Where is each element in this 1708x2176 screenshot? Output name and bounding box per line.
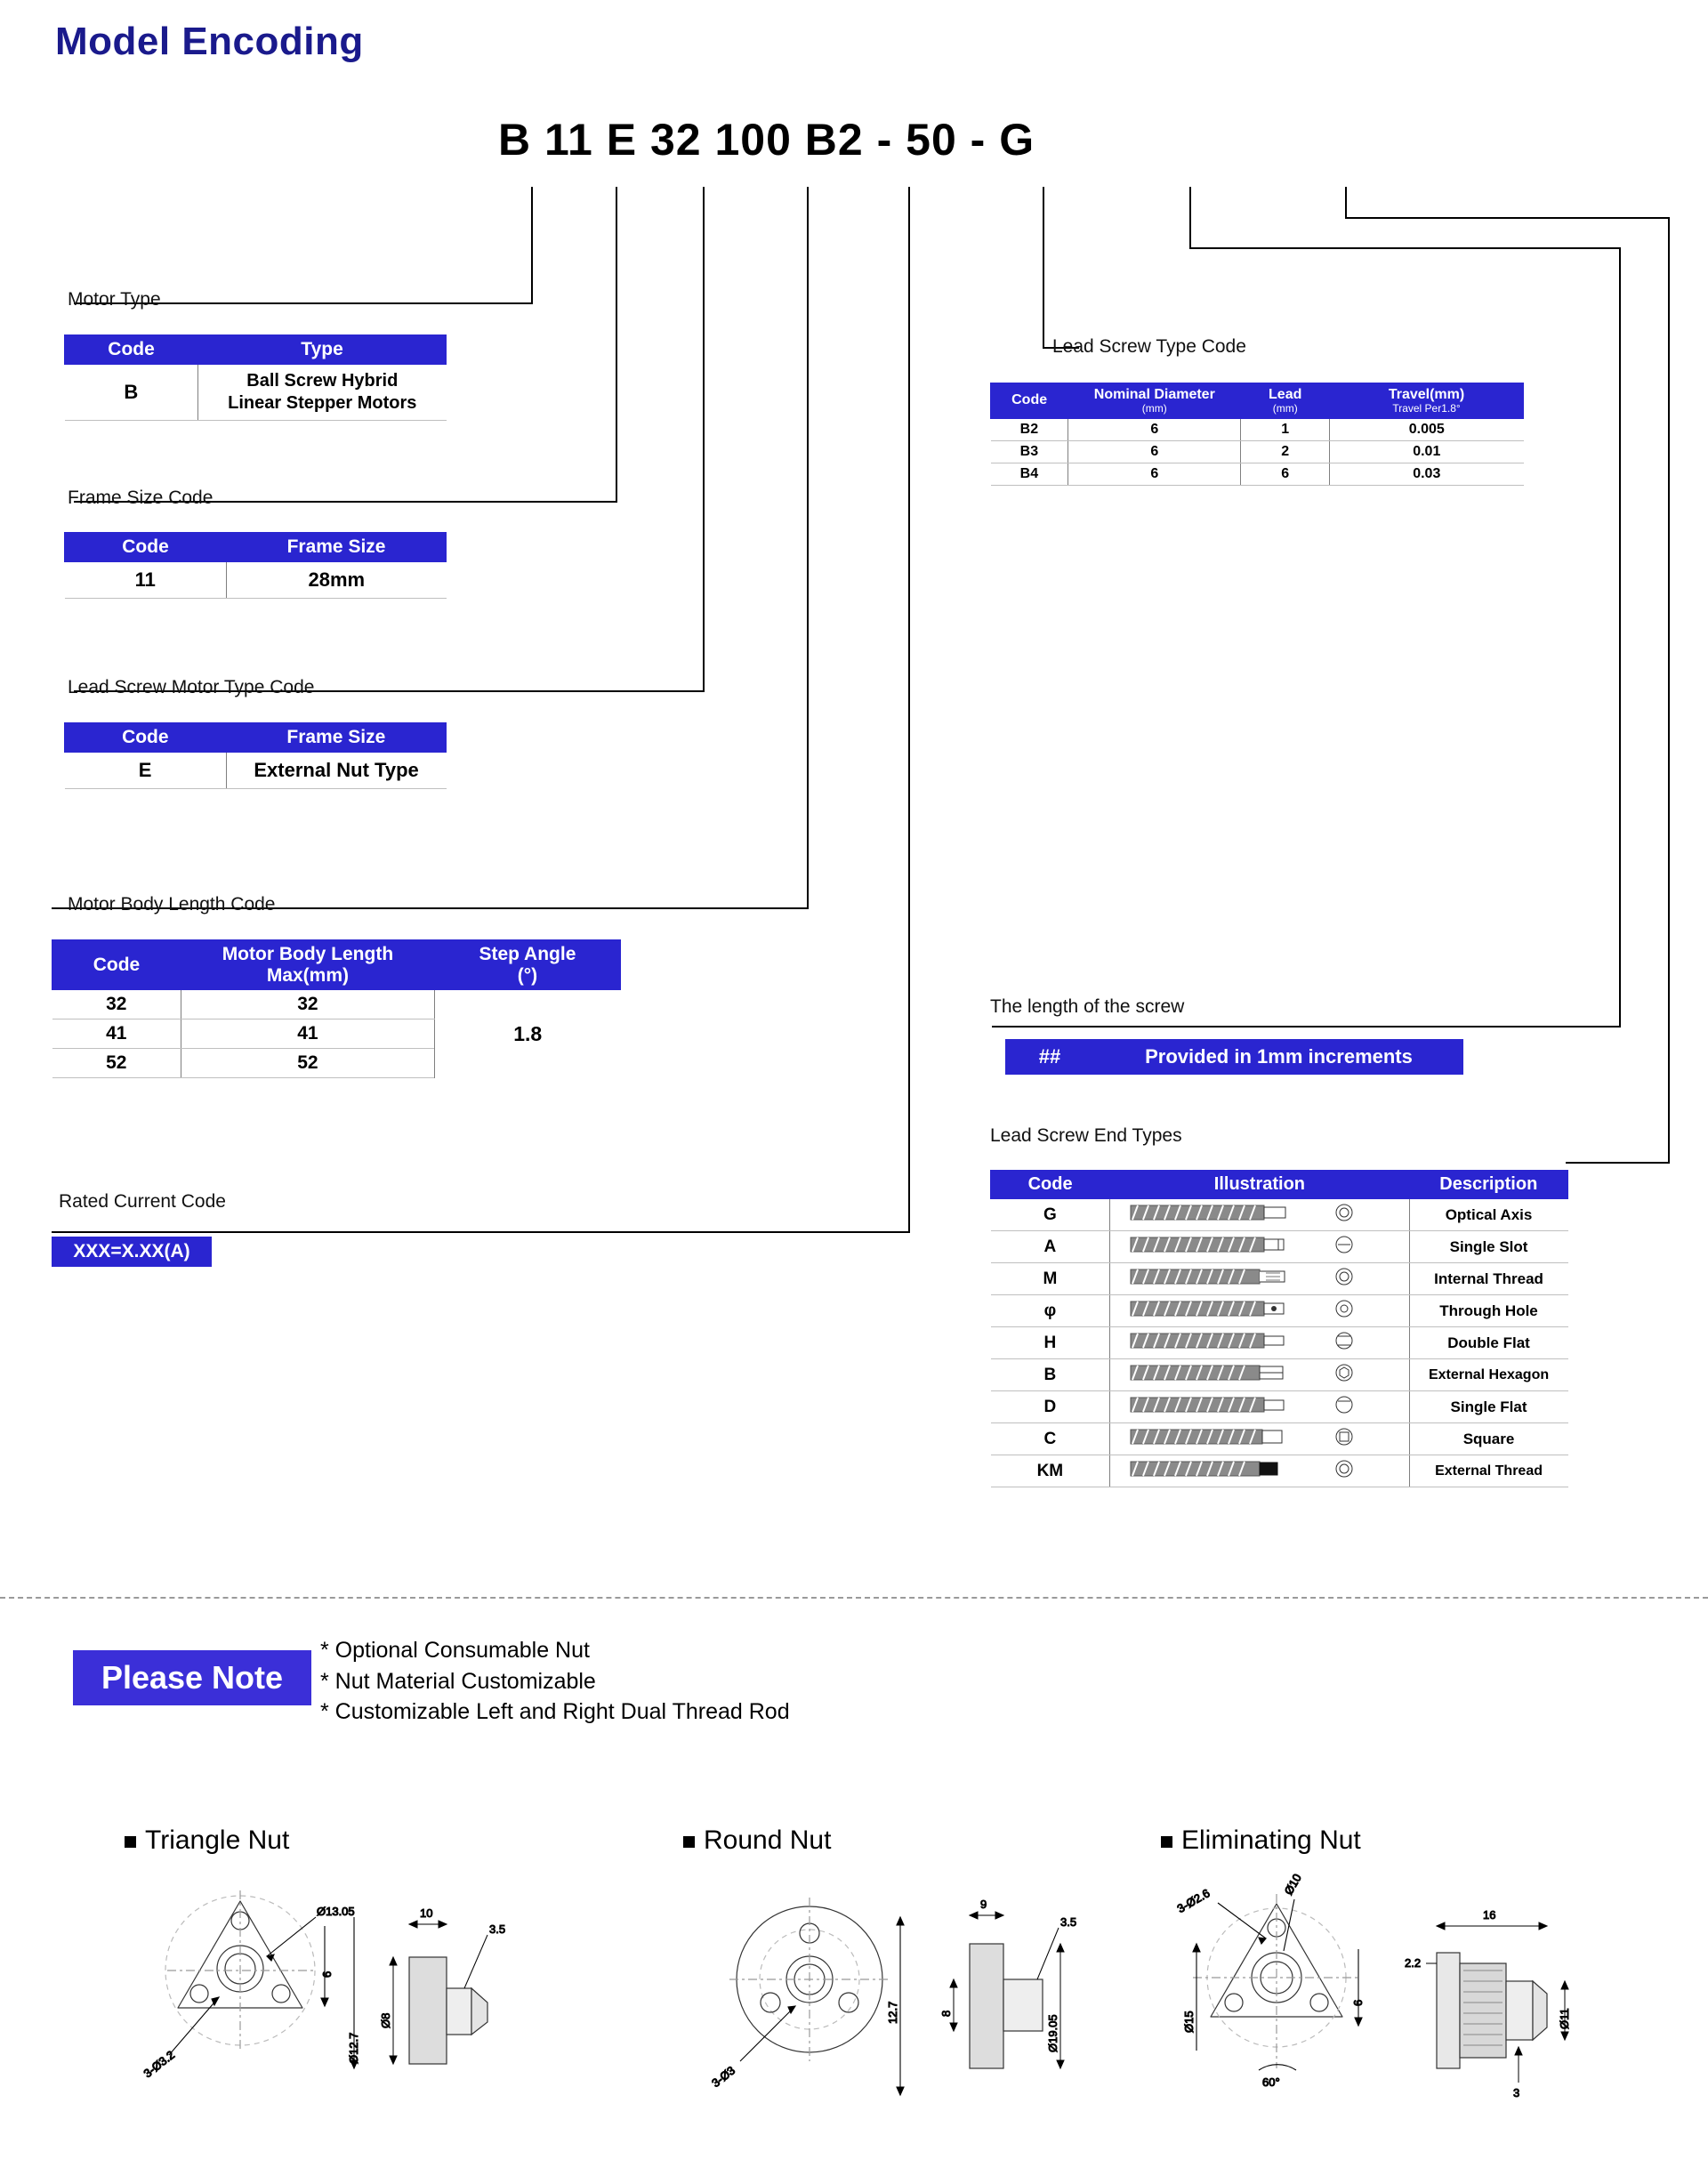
ls-type-th-code: Code: [991, 383, 1068, 419]
end-type-illustration-6: [1110, 1391, 1409, 1423]
svg-text:Ø12.7: Ø12.7: [347, 2032, 360, 2064]
screw-length-badge: [1005, 1039, 1463, 1075]
body-length-value-2: 41: [181, 1019, 434, 1049]
svg-text:Ø11: Ø11: [1558, 2008, 1571, 2029]
screw-single-flat-icon: [1122, 1393, 1398, 1416]
svg-text:3-Ø2.6: 3-Ø2.6: [1174, 1886, 1213, 1916]
section-divider: [0, 1597, 1708, 1599]
leader-frame-size-v: [616, 187, 617, 501]
svg-text:3-Ø3.2: 3-Ø3.2: [141, 2048, 178, 2081]
ls-type-th-lead-unit: (mm): [1272, 402, 1298, 415]
body-length-th-angle-l1: Step Angle: [479, 944, 576, 964]
end-types-th-code: Code: [991, 1171, 1110, 1199]
screw-external-hexagon-icon: [1122, 1361, 1398, 1384]
svg-text:60°: 60°: [1262, 2075, 1280, 2089]
please-note-list: [320, 1635, 790, 1728]
note-item-2: * Customizable Left and Right Dual Thread Rod: [320, 1699, 790, 1724]
eliminating-nut-heading: [1161, 1825, 1361, 1856]
leader-end-type-v1: [1345, 187, 1347, 217]
screw-through-hole-icon: [1122, 1297, 1398, 1320]
leader-body-length-v: [807, 187, 809, 907]
ls-type-th-diam: [1068, 383, 1241, 419]
end-type-code-4: H: [991, 1327, 1110, 1359]
ls-motor-type-th-code: Code: [65, 723, 227, 753]
ls-type-travel-1: 0.005: [1330, 418, 1524, 440]
table-row: [991, 1199, 1568, 1231]
ls-type-th-diam-unit: (mm): [1141, 402, 1167, 415]
end-type-desc-6: Single Flat: [1409, 1391, 1567, 1423]
ls-type-th-travel-label: Travel(mm): [1388, 387, 1465, 402]
ls-type-caption: Lead Screw Type Code: [1052, 336, 1246, 357]
table-row: [991, 1391, 1568, 1423]
end-types-th-desc: Description: [1409, 1171, 1567, 1199]
leader-screw-length-v2: [1619, 247, 1621, 1026]
body-length-th-length-l2: Max(mm): [266, 964, 350, 986]
screw-optical-axis-icon: [1122, 1201, 1398, 1224]
ls-type-diam-3: 6: [1068, 463, 1241, 485]
triangle-nut-heading: [125, 1825, 289, 1856]
screw-length-badge-code: ##: [1038, 1045, 1061, 1068]
bullet-square-icon: [125, 1836, 136, 1848]
end-type-code-3: φ: [991, 1295, 1110, 1327]
model-code-string: B 11 E 32 100 B2 - 50 - G: [498, 115, 1035, 165]
frame-size-table: [64, 532, 447, 599]
ls-type-table: [990, 383, 1524, 486]
body-length-th-angle: [434, 940, 620, 990]
note-item-0: * Optional Consumable Nut: [320, 1638, 590, 1663]
frame-size-code: 11: [65, 562, 227, 599]
ls-motor-type-code: E: [65, 753, 227, 789]
leader-screw-length-v1: [1189, 187, 1191, 247]
ls-motor-type-table: [64, 722, 447, 789]
body-length-value-1: 32: [181, 990, 434, 1019]
svg-text:3-Ø3: 3-Ø3: [709, 2063, 738, 2091]
leader-rated-current-v: [908, 187, 910, 1231]
end-type-desc-5: External Hexagon: [1409, 1359, 1567, 1391]
table-row: [991, 440, 1524, 463]
table-row: [991, 1231, 1568, 1263]
table-row: [991, 1455, 1568, 1487]
frame-size-value: 28mm: [227, 562, 447, 599]
screw-double-flat-icon: [1122, 1329, 1398, 1352]
motor-type-th-type: Type: [198, 335, 447, 365]
end-type-illustration-7: [1110, 1423, 1409, 1455]
end-type-desc-7: Square: [1409, 1423, 1567, 1455]
ls-type-th-lead-label: Lead: [1269, 387, 1302, 402]
svg-text:6: 6: [320, 1970, 334, 1978]
ls-type-th-diam-label: Nominal Diameter: [1093, 387, 1215, 402]
ls-motor-type-value: External Nut Type: [226, 753, 446, 789]
motor-type-code: B: [65, 365, 198, 421]
motor-type-caption: Motor Type: [68, 289, 161, 310]
ls-type-code-3: B4: [991, 463, 1068, 485]
screw-single-slot-icon: [1122, 1233, 1398, 1256]
table-row: [991, 418, 1524, 440]
note-item-1: * Nut Material Customizable: [320, 1668, 596, 1694]
ls-type-travel-3: 0.03: [1330, 463, 1524, 485]
table-row: [991, 463, 1524, 485]
leader-motor-type-v: [531, 187, 533, 302]
screw-square-icon: [1122, 1425, 1398, 1448]
eliminating-nut-title: Eliminating Nut: [1181, 1825, 1361, 1855]
motor-type-value: [198, 365, 447, 421]
rated-current-badge: XXX=X.XX(A): [52, 1237, 212, 1267]
body-length-code-2: 41: [52, 1019, 181, 1049]
leader-end-type-h1: [1345, 217, 1670, 219]
end-type-illustration-4: [1110, 1327, 1409, 1359]
ls-type-code-1: B2: [991, 418, 1068, 440]
end-types-caption: Lead Screw End Types: [990, 1125, 1182, 1146]
ls-motor-type-th-size: Frame Size: [226, 723, 446, 753]
end-type-desc-2: Internal Thread: [1409, 1263, 1567, 1295]
ls-type-travel-2: 0.01: [1330, 440, 1524, 463]
end-type-illustration-0: [1110, 1199, 1409, 1231]
svg-text:16: 16: [1483, 1908, 1496, 1922]
please-note-badge: Please Note: [73, 1650, 311, 1705]
body-length-code-3: 52: [52, 1049, 181, 1078]
ls-type-th-travel-unit: Travel Per1.8°: [1392, 402, 1461, 415]
table-row: [991, 1295, 1568, 1327]
end-type-code-2: M: [991, 1263, 1110, 1295]
leader-rated-current-h: [52, 1231, 910, 1233]
motor-type-value-line2: Linear Stepper Motors: [228, 393, 417, 413]
ls-motor-type-caption: Lead Screw Motor Type Code: [68, 677, 315, 697]
screw-length-badge-text: Provided in 1mm increments: [1145, 1045, 1413, 1068]
bullet-square-icon: [683, 1836, 695, 1848]
ls-type-diam-1: 6: [1068, 418, 1241, 440]
leader-ls-motor-type-v: [703, 187, 705, 690]
body-length-value-3: 52: [181, 1049, 434, 1078]
svg-text:Ø10: Ø10: [1281, 1871, 1304, 1898]
ls-type-lead-3: 6: [1241, 463, 1330, 485]
svg-text:12.7: 12.7: [886, 2001, 899, 2024]
end-type-illustration-1: [1110, 1231, 1409, 1263]
frame-size-th-size: Frame Size: [227, 533, 447, 562]
end-type-desc-4: Double Flat: [1409, 1327, 1567, 1359]
body-length-th-length-l1: Motor Body Length: [222, 944, 394, 964]
end-type-desc-0: Optical Axis: [1409, 1199, 1567, 1231]
body-length-th-angle-l2: (°): [517, 964, 538, 986]
svg-text:9: 9: [980, 1898, 987, 1911]
motor-type-value-line1: Ball Screw Hybrid: [246, 371, 399, 391]
end-type-code-1: A: [991, 1231, 1110, 1263]
table-row: [991, 1327, 1568, 1359]
end-types-th-illus: Illustration: [1110, 1171, 1409, 1199]
triangle-nut-title: Triangle Nut: [145, 1825, 290, 1855]
screw-external-thread-icon: [1122, 1457, 1398, 1480]
ls-type-diam-2: 6: [1068, 440, 1241, 463]
svg-text:Ø8: Ø8: [379, 2012, 392, 2028]
ls-type-code-2: B3: [991, 440, 1068, 463]
end-type-code-7: C: [991, 1423, 1110, 1455]
end-type-illustration-2: [1110, 1263, 1409, 1295]
round-nut-drawing: [703, 1864, 1121, 2122]
svg-text:8: 8: [939, 2010, 953, 2017]
ls-type-lead-1: 1: [1241, 418, 1330, 440]
round-nut-heading: [683, 1825, 831, 1856]
leader-screw-length-h2: [992, 1026, 1621, 1028]
round-nut-title: Round Nut: [704, 1825, 832, 1855]
page-title: Model Encoding: [55, 20, 364, 63]
end-type-desc-3: Through Hole: [1409, 1295, 1567, 1327]
body-length-code-1: 32: [52, 990, 181, 1019]
end-type-illustration-8: [1110, 1455, 1409, 1487]
screw-internal-thread-icon: [1122, 1265, 1398, 1288]
table-row: [991, 1423, 1568, 1455]
leader-end-type-h2: [1566, 1162, 1670, 1164]
end-type-code-8: KM: [991, 1455, 1110, 1487]
svg-text:3: 3: [1513, 2086, 1520, 2099]
svg-text:6: 6: [1351, 1999, 1365, 2006]
svg-text:3.5: 3.5: [489, 1922, 506, 1936]
end-type-illustration-5: [1110, 1359, 1409, 1391]
end-type-code-5: B: [991, 1359, 1110, 1391]
end-type-desc-1: Single Slot: [1409, 1231, 1567, 1263]
end-type-desc-8: External Thread: [1409, 1455, 1567, 1487]
svg-text:2.2: 2.2: [1405, 1956, 1422, 1970]
end-types-table: [990, 1170, 1568, 1487]
eliminating-nut-drawing: [1170, 1864, 1641, 2131]
body-length-table: [52, 939, 621, 1078]
motor-type-th-code: Code: [65, 335, 198, 365]
svg-text:10: 10: [420, 1906, 433, 1920]
svg-text:3.5: 3.5: [1060, 1915, 1077, 1929]
svg-text:Ø19.05: Ø19.05: [1046, 2014, 1059, 2052]
svg-text:Ø13.05: Ø13.05: [317, 1905, 355, 1918]
rated-current-caption: Rated Current Code: [59, 1191, 226, 1212]
end-type-illustration-3: [1110, 1295, 1409, 1327]
ls-type-th-lead: [1241, 383, 1330, 419]
svg-text:Ø15: Ø15: [1182, 2011, 1196, 2033]
frame-size-th-code: Code: [65, 533, 227, 562]
table-row: [991, 1263, 1568, 1295]
frame-size-caption: Frame Size Code: [68, 488, 214, 508]
leader-ls-type-v: [1043, 187, 1044, 347]
bullet-square-icon: [1161, 1836, 1172, 1848]
body-length-th-code: Code: [52, 940, 181, 990]
motor-type-table: [64, 334, 447, 421]
ls-type-lead-2: 2: [1241, 440, 1330, 463]
leader-screw-length-h1: [1189, 247, 1621, 249]
table-row: [52, 990, 621, 1019]
table-row: [991, 1359, 1568, 1391]
ls-type-th-travel: [1330, 383, 1524, 419]
triangle-nut-drawing: [133, 1864, 560, 2122]
end-type-code-0: G: [991, 1199, 1110, 1231]
end-type-code-6: D: [991, 1391, 1110, 1423]
body-length-step-angle: 1.8: [434, 990, 620, 1078]
screw-length-caption: The length of the screw: [990, 996, 1185, 1017]
leader-end-type-v2: [1668, 217, 1670, 1162]
body-length-caption: Motor Body Length Code: [68, 894, 276, 915]
body-length-th-length: [181, 940, 434, 990]
